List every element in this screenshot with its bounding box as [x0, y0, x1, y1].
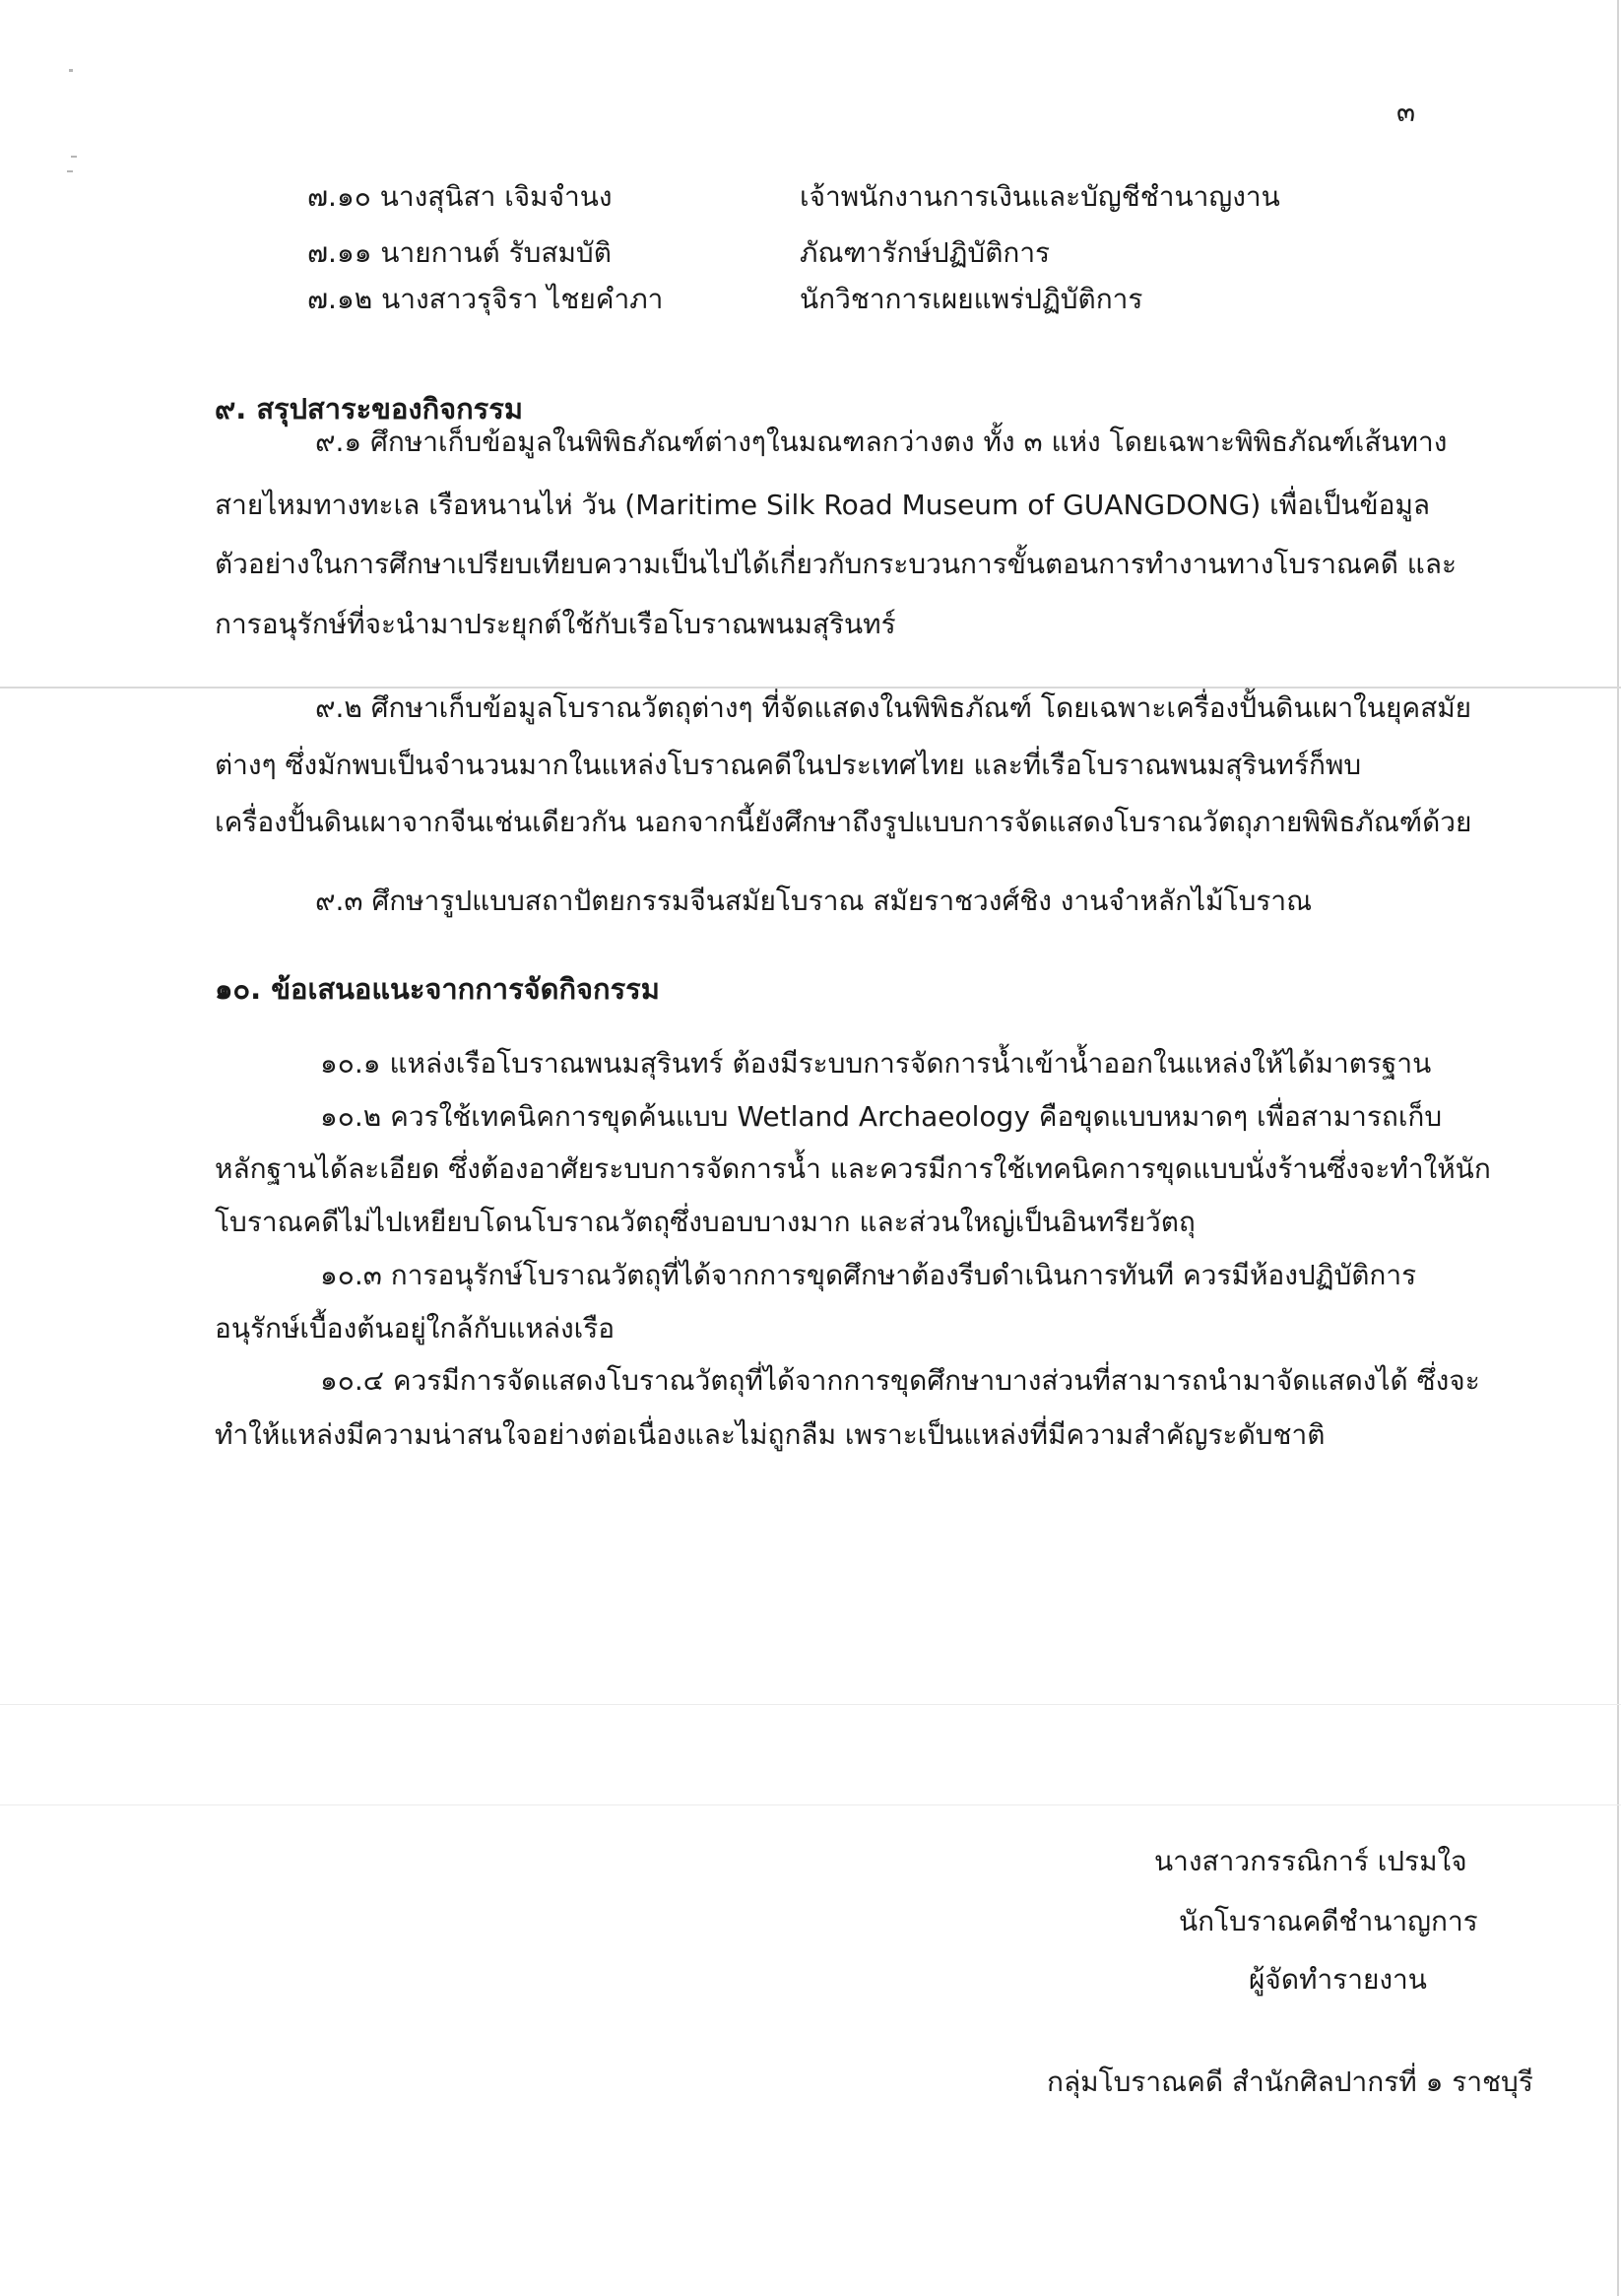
page-edge [1617, 0, 1619, 2296]
paragraph-line: ๙.๑ ศึกษาเก็บข้อมูลในพิพิธภัณฑ์ต่างๆในมณฑลกว่างตง ทั้ง ๓ แห่ง โดยเฉพาะพิพิธภัณฑ์เส้นทาง [315, 426, 1448, 458]
paragraph-line: ตัวอย่างในการศึกษาเปรียบเทียบความเป็นไปได้เกี่ยวกับกระบวนการขั้นตอนการทำงานทางโบราณคดี และ [215, 548, 1458, 580]
signer-name: นางสาวกรรณิการ์ เปรมใจ [1154, 1845, 1467, 1877]
paragraph-line: เครื่องปั้นดินเผาจากจีนเช่นเดียวกัน นอกจากนี้ยังศึกษาถึงรูปแบบการจัดแสดงโบราณวัตถุภายพิพิธภัณฑ์ด้วย [215, 806, 1472, 838]
scan-speck [69, 69, 73, 72]
scan-artifact-line [0, 1704, 1621, 1705]
paragraph-line: การอนุรักษ์ที่จะนำมาประยุกต์ใช้กับเรือโบราณพนมสุรินทร์ [215, 608, 896, 640]
scan-artifact-line [0, 687, 1621, 689]
section-heading: ๑๐. ข้อเสนอแนะจากการจัดกิจกรรม [215, 972, 660, 1006]
paragraph-line: โบราณคดีไม่ไปเหยียบโดนโบราณวัตถุซึ่งบอบบางมาก และส่วนใหญ่เป็นอินทรียวัตถุ [215, 1206, 1196, 1238]
paragraph-line: อนุรักษ์เบื้องต้นอยู่ใกล้กับแหล่งเรือ [215, 1312, 616, 1345]
footer-office: กลุ่มโบราณคดี สำนักศิลปากรที่ ๑ ราชบุรี [1047, 2066, 1533, 2098]
staff-name: ๗.๑๑ นายกานต์ รับสมบัติ [307, 236, 612, 269]
staff-position: เจ้าพนักงานการเงินและบัญชีชำนาญงาน [800, 180, 1280, 213]
staff-name: ๗.๑๐ นางสุนิสา เจิมจำนง [307, 180, 613, 213]
paragraph-line: ๑๐.๓ การอนุรักษ์โบราณวัตถุที่ได้จากการขุดศึกษาต้องรีบดำเนินการทันที ควรมีห้องปฏิบัติการ [320, 1259, 1417, 1291]
scan-speck [71, 156, 77, 158]
paragraph-line: ๙.๒ ศึกษาเก็บข้อมูลโบราณวัตถุต่างๆ ที่จัดแสดงในพิพิธภัณฑ์ โดยเฉพาะเครื่องปั้นดินเผาในยุคสมัย [315, 691, 1472, 724]
staff-name: ๗.๑๒ นางสาวรุจิรา ไชยคำภา [307, 283, 664, 315]
page-number: ๓ [1396, 96, 1416, 128]
paragraph-line: สายไหมทางทะเล เรือหนานไห่ วัน (Maritime Silk Road Museum of GUANGDONG) เพื่อเป็นข้อมูล [215, 489, 1431, 521]
paragraph-line: ๑๐.๒ ควรใช้เทคนิคการขุดค้นแบบ Wetland Archaeology คือขุดแบบหมาดๆ เพื่อสามารถเก็บ [320, 1100, 1443, 1133]
paragraph-line: ต่างๆ ซึ่งมักพบเป็นจำนวนมากในแหล่งโบราณคดีในประเทศไทย และที่เรือโบราณพนมสุรินทร์ก็พบ [215, 749, 1362, 781]
paragraph-line: ทำให้แหล่งมีความน่าสนใจอย่างต่อเนื่องและไม่ถูกลืม เพราะเป็นแหล่งที่มีความสำคัญระดับชาติ [215, 1418, 1326, 1451]
staff-position: ภัณฑารักษ์ปฏิบัติการ [800, 236, 1051, 269]
signer-title: นักโบราณคดีชำนาญการ [1179, 1905, 1478, 1937]
section-heading: ๙. สรุปสาระของกิจกรรม [215, 392, 523, 426]
signer-role: ผู้จัดทำรายงาน [1249, 1963, 1427, 1996]
paragraph-line: หลักฐานได้ละเอียด ซึ่งต้องอาศัยระบบการจัดการน้ำ และควรมีการใช้เทคนิคการขุดแบบนั่งร้านซึ่งจะทำให้นัก [215, 1152, 1491, 1185]
paragraph-line: ๙.๓ ศึกษารูปแบบสถาปัตยกรรมจีนสมัยโบราณ สมัยราชวงศ์ชิง งานจำหลักไม้โบราณ [315, 885, 1313, 917]
staff-position: นักวิชาการเผยแพร่ปฏิบัติการ [800, 283, 1143, 315]
scan-artifact-line [0, 1804, 1621, 1805]
scan-speck [67, 170, 73, 172]
paragraph-line: ๑๐.๔ ควรมีการจัดแสดงโบราณวัตถุที่ได้จากการขุดศึกษาบางส่วนที่สามารถนำมาจัดแสดงได้ ซึ่งจะ [320, 1364, 1480, 1397]
paragraph-line: ๑๐.๑ แหล่งเรือโบราณพนมสุรินทร์ ต้องมีระบบการจัดการน้ำเข้าน้ำออกในแหล่งให้ได้มาตรฐาน [320, 1047, 1432, 1080]
